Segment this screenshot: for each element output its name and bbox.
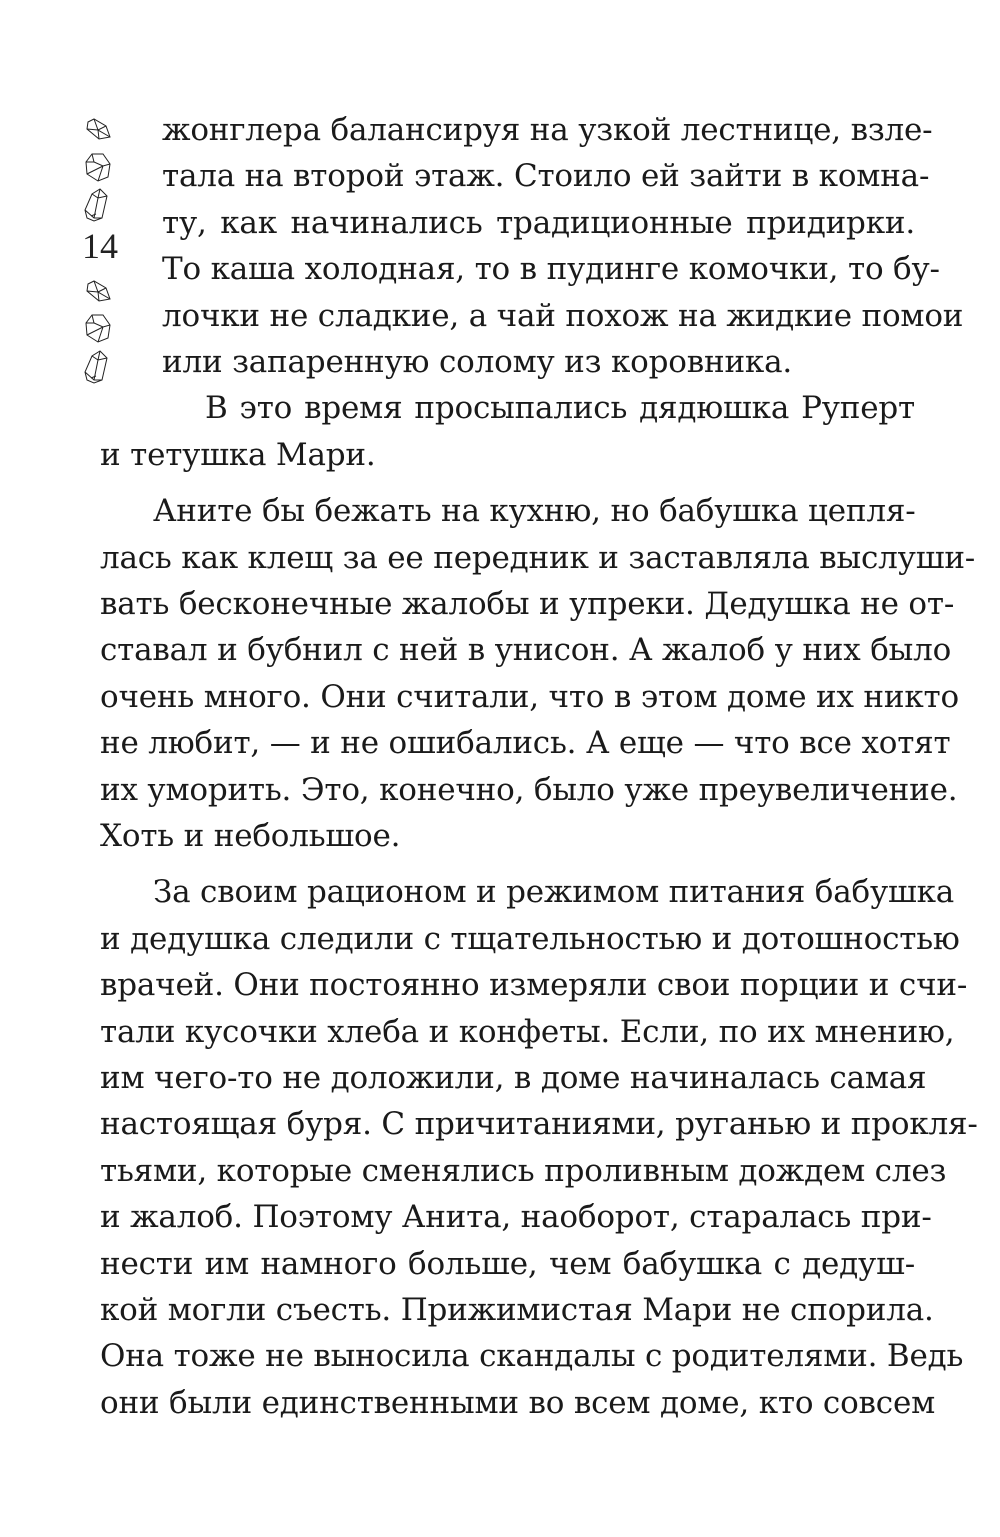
crystal-icon (82, 350, 110, 388)
text-line: Она тоже не выносила скандалы с родителями. Ведь (100, 1338, 964, 1375)
text-line: Аните бы бежать на кухню, но бабушка цепля- (153, 493, 916, 530)
text-line: ставал и бубнил с ней в унисон. А жалоб у них было (100, 632, 952, 669)
text-line: тала на второй этаж. Стоило ей зайти в комна- (162, 158, 930, 195)
text-line: и дедушка следили с тщательностью и дотошностью (100, 920, 960, 957)
crystal-icon (84, 313, 112, 347)
text-line: В это время просыпались дядюшка Руперт (205, 390, 915, 427)
text-line: настоящая буря. С причитаниями, руганью и прокля- (100, 1106, 978, 1143)
text-line: или запаренную солому из коровника. (162, 344, 793, 380)
text-line: врачей. Они постоянно измеряли свои порции и счи- (100, 967, 968, 1004)
crystal-icon (84, 118, 112, 144)
text-line: Хоть и небольшое. (100, 818, 401, 854)
text-line: и жалоб. Поэтому Анита, наоборот, старалась при- (100, 1199, 932, 1236)
text-line: кой могли съесть. Прижимистая Мари не спорила. (100, 1292, 934, 1328)
text-line: их уморить. Это, конечно, было уже преувеличение. (100, 771, 958, 808)
text-line: и тетушка Мари. (100, 436, 376, 473)
text-line: вать бесконечные жалобы и упреки. Дедушка не от- (100, 586, 955, 622)
text-line: жонглера балансируя на узкой лестнице, взле- (162, 112, 933, 148)
text-line: За своим рационом и режимом питания бабушка (153, 874, 955, 911)
text-line: тали кусочки хлеба и конфеты. Если, по их мнению, (100, 1013, 955, 1050)
text-line: То каша холодная, то в пудинге комочки, то бу- (162, 251, 940, 288)
text-line: тьями, которые сменялись проливным дождем слез (100, 1152, 947, 1189)
text-line: лочки не сладкие, а чай похож на жидкие помои (162, 297, 964, 334)
text-line: они были единственными во всем доме, кто совсем (100, 1384, 936, 1421)
text-line: ту, как начинались традиционные придирки. (162, 204, 915, 241)
page-number: 14 (82, 226, 118, 266)
crystal-icon (84, 152, 112, 186)
text-line: им чего-то не доложили, в доме начиналась самая (100, 1060, 927, 1096)
crystal-icon (84, 280, 112, 306)
crystal-icon (82, 188, 110, 226)
text-line: лась как клещ за ее передник и заставляла выслуши- (100, 539, 976, 576)
text-line: очень много. Они считали, что в этом доме их никто (100, 678, 959, 715)
text-line: не любит, — и не ошибались. А еще — что все хотят (100, 725, 951, 762)
text-line: нести им намного больше, чем бабушка с дедуш- (100, 1245, 915, 1282)
